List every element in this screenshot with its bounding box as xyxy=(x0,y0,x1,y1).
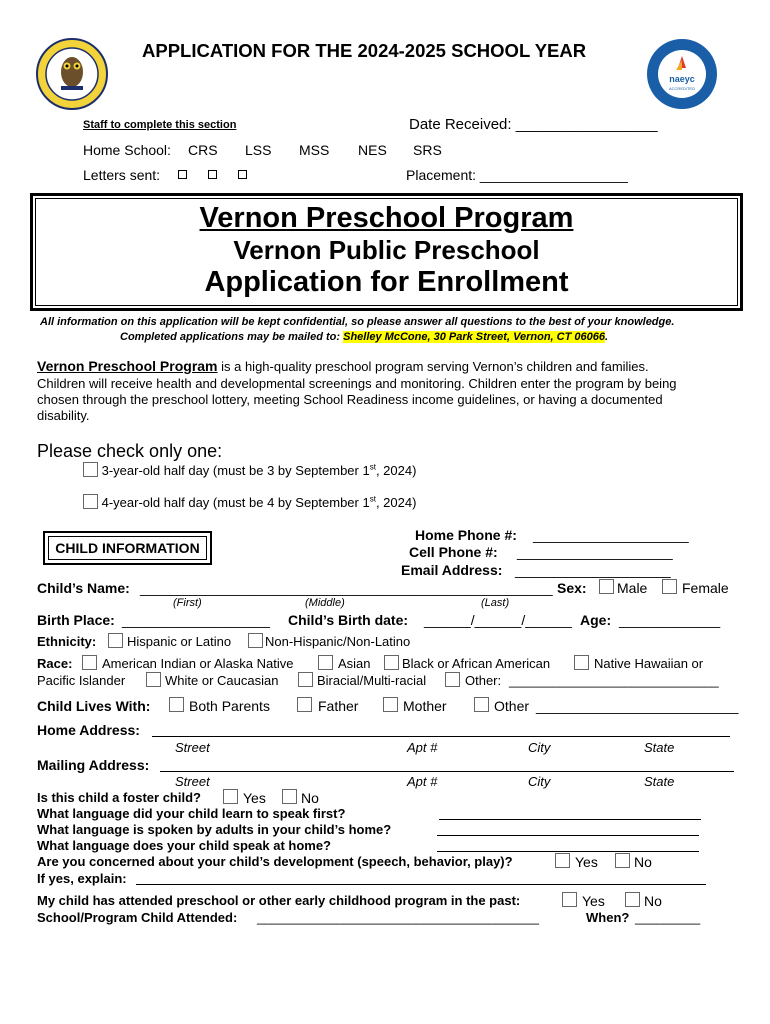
attended-question: My child has attended preschool or other early childhood program in the past: xyxy=(37,893,521,908)
intro-line-4: disability. xyxy=(37,408,90,423)
mailing-address-label: Mailing Address: xyxy=(37,757,150,773)
home-address-label: Home Address: xyxy=(37,722,140,738)
lives-other-line[interactable]: __________________________ xyxy=(536,698,739,714)
foster-yes-label: Yes xyxy=(243,790,266,806)
email-label: Email Address: xyxy=(401,562,503,578)
ethnicity-hispanic-label: Hispanic or Latino xyxy=(127,634,232,649)
lives-father-checkbox[interactable] xyxy=(297,697,312,712)
race-black-checkbox[interactable] xyxy=(384,655,399,670)
race-other-line[interactable]: _____________________________ xyxy=(509,673,719,688)
title-banner xyxy=(30,193,743,311)
home-address-street: Street xyxy=(175,740,210,755)
email-line[interactable]: ____________________ xyxy=(515,562,671,578)
intro-line-3: chosen through the preschool lottery, meeting School Readiness income guidelines, or having a documented xyxy=(37,392,663,407)
school-crs: CRS xyxy=(188,142,218,158)
letters-sent-checkbox-2[interactable] xyxy=(208,170,217,179)
mail-notice-suffix: . xyxy=(604,331,609,343)
race-native-hawaiian-label: Native Hawaiian or xyxy=(594,656,704,671)
choice-3yr-text: 3-year-old half day (must be 3 by September 1 xyxy=(101,463,370,478)
choice-3yr-year: , 2024) xyxy=(375,463,417,478)
page-title: APPLICATION FOR THE 2024-2025 SCHOOL YEAR xyxy=(142,40,587,61)
lives-both-label: Both Parents xyxy=(189,698,270,714)
choice-4yr-text: 4-year-old half day (must be 4 by September 1 xyxy=(101,495,370,510)
mailing-address-line[interactable] xyxy=(160,771,734,772)
foster-no-checkbox[interactable] xyxy=(282,789,297,804)
language-child-line[interactable] xyxy=(437,851,699,852)
concern-yes-checkbox[interactable] xyxy=(555,853,570,868)
school-lss: LSS xyxy=(245,142,272,158)
when-line[interactable]: _________ xyxy=(635,910,701,925)
home-school-label: Home School: xyxy=(83,142,171,158)
foster-yes-checkbox[interactable] xyxy=(223,789,238,804)
letters-sent-checkbox-1[interactable] xyxy=(178,170,187,179)
language-first-question: What language did your child learn to speak first? xyxy=(37,806,346,821)
concern-no-checkbox[interactable] xyxy=(615,853,630,868)
child-name-line[interactable]: _____________________________________________________ xyxy=(140,580,553,596)
choice-3yr-checkbox[interactable] xyxy=(83,462,98,477)
lives-other-label: Other xyxy=(494,698,530,714)
birth-place-label: Birth Place: xyxy=(37,612,115,628)
school-attended-line[interactable]: _______________________________________ xyxy=(257,910,539,925)
choice-option-4yr[interactable] xyxy=(83,494,416,510)
race-pacific-islander: Pacific Islander xyxy=(37,673,126,688)
attended-no-label: No xyxy=(644,893,662,909)
ethnicity-label: Ethnicity: xyxy=(37,634,97,649)
lives-father-label: Father xyxy=(318,698,359,714)
concern-no-label: No xyxy=(634,854,652,870)
lives-mother-checkbox[interactable] xyxy=(383,697,398,712)
race-american-indian-checkbox[interactable] xyxy=(82,655,97,670)
school-nes: NES xyxy=(358,142,387,158)
sex-female-checkbox[interactable] xyxy=(662,579,677,594)
lives-with-label: Child Lives With: xyxy=(37,698,151,714)
sex-female-label: Female xyxy=(682,580,729,596)
confidential-notice: All information on this application will be kept confidential, so please answer all questions to the best of your knowledge. xyxy=(40,316,675,328)
mailing-address-apt: Apt # xyxy=(407,774,438,789)
race-black-label: Black or African American xyxy=(402,656,551,671)
ethnicity-hispanic-checkbox[interactable] xyxy=(108,633,123,648)
race-white-checkbox[interactable] xyxy=(146,672,161,687)
intro-text-1: is a high-quality preschool program serving Vernon’s children and families. xyxy=(217,359,649,374)
child-info-label: CHILD INFORMATION xyxy=(48,536,207,560)
race-asian-label: Asian xyxy=(338,656,371,671)
school-srs: SRS xyxy=(413,142,442,158)
race-white-label: White or Caucasian xyxy=(165,673,279,688)
age-line[interactable]: _____________ xyxy=(619,612,721,628)
race-biracial-label: Biracial/Multi-racial xyxy=(317,673,427,688)
development-concern-question: Are you concerned about your child’s development (speech, behavior, play)? xyxy=(37,854,513,869)
name-first-caption: (First) xyxy=(173,597,202,609)
language-home-question: What language is spoken by adults in your child’s home? xyxy=(37,822,392,837)
race-native-hawaiian-checkbox[interactable] xyxy=(574,655,589,670)
intro-line-2: Children will receive health and developmental screenings and monitoring. Children enter the program by being xyxy=(37,376,677,391)
home-phone-label: Home Phone #: xyxy=(415,527,517,543)
child-name-label: Child’s Name: xyxy=(37,580,130,596)
attended-yes-label: Yes xyxy=(582,893,605,909)
child-info-section-box xyxy=(43,531,212,565)
race-other-checkbox[interactable] xyxy=(445,672,460,687)
home-address-apt: Apt # xyxy=(407,740,438,755)
mailing-address-state: State xyxy=(644,774,675,789)
cell-phone-label: Cell Phone #: xyxy=(409,544,498,560)
letters-sent-checkbox-3[interactable] xyxy=(238,170,247,179)
birth-date-label: Child’s Birth date: xyxy=(288,612,409,628)
home-phone-line[interactable]: ____________________ xyxy=(533,527,689,543)
vernon-schools-seal xyxy=(36,38,108,110)
foster-no-label: No xyxy=(301,790,319,806)
banner-line-1: Vernon Preschool Program xyxy=(199,202,574,234)
cell-phone-line[interactable]: ____________________ xyxy=(517,544,673,560)
name-last-caption: (Last) xyxy=(481,597,510,609)
attended-no-checkbox[interactable] xyxy=(625,892,640,907)
home-address-state: State xyxy=(644,740,675,755)
name-middle-caption: (Middle) xyxy=(305,597,345,609)
choice-heading: Please check only one: xyxy=(37,441,223,461)
school-mss: MSS xyxy=(299,142,330,158)
program-name: Vernon Preschool Program xyxy=(37,358,218,374)
intro-line-1 xyxy=(37,358,649,374)
language-child-question: What language does your child speak at home? xyxy=(37,838,331,853)
mail-notice-prefix: Completed applications may be mailed to: xyxy=(120,331,341,343)
choice-4yr-sup: st xyxy=(369,494,376,504)
sex-label: Sex: xyxy=(557,580,587,596)
birth-date-line[interactable]: ______/______/______ xyxy=(424,612,572,628)
school-attended-label: School/Program Child Attended: xyxy=(37,910,238,925)
lives-other-checkbox[interactable] xyxy=(474,697,489,712)
race-other-label: Other: xyxy=(465,673,502,688)
attended-yes-checkbox[interactable] xyxy=(562,892,577,907)
banner-line-2: Vernon Public Preschool xyxy=(233,235,540,265)
home-address-line[interactable] xyxy=(152,736,730,737)
mailing-address-city: City xyxy=(528,774,551,789)
lives-both-checkbox[interactable] xyxy=(169,697,184,712)
sex-male-label: Male xyxy=(617,580,648,596)
banner-line-3: Application for Enrollment xyxy=(204,266,569,298)
language-first-line[interactable] xyxy=(439,819,701,820)
choice-4yr-year: , 2024) xyxy=(375,495,417,510)
lives-mother-label: Mother xyxy=(403,698,447,714)
choice-option-3yr[interactable] xyxy=(83,462,416,478)
race-asian-checkbox[interactable] xyxy=(318,655,333,670)
choice-4yr-checkbox[interactable] xyxy=(83,494,98,509)
choice-3yr-sup: st xyxy=(369,462,376,472)
accredited-text: ACCREDITED xyxy=(668,86,696,91)
ethnicity-non-hispanic-label: Non-Hispanic/Non-Latino xyxy=(265,634,411,649)
language-home-line[interactable] xyxy=(437,835,699,836)
staff-label: Staff to complete this section xyxy=(83,119,237,131)
explain-line[interactable] xyxy=(136,884,706,885)
letters-sent-label: Letters sent: xyxy=(83,167,161,183)
sex-male-checkbox[interactable] xyxy=(599,579,614,594)
explain-label: If yes, explain: xyxy=(37,871,127,886)
birth-place-line[interactable]: ___________________ xyxy=(122,612,270,628)
concern-yes-label: Yes xyxy=(575,854,598,870)
when-label: When? xyxy=(586,910,630,925)
naeyc-seal xyxy=(646,38,718,110)
age-label: Age: xyxy=(580,612,612,628)
home-address-city: City xyxy=(528,740,551,755)
ethnicity-non-hispanic-checkbox[interactable] xyxy=(248,633,263,648)
foster-question: Is this child a foster child? xyxy=(37,790,201,805)
mail-address: Shelley McCone, 30 Park Street, Vernon, CT 06066 xyxy=(343,331,605,343)
date-received: Date Received: _________________ xyxy=(409,116,658,133)
placement: Placement: ___________________ xyxy=(406,167,628,183)
race-label: Race: xyxy=(37,656,73,671)
race-american-indian-label: American Indian or Alaska Native xyxy=(102,656,294,671)
naeyc-text: naeyc xyxy=(669,74,695,84)
race-biracial-checkbox[interactable] xyxy=(298,672,313,687)
mail-notice xyxy=(120,331,608,343)
mailing-address-street: Street xyxy=(175,774,210,789)
